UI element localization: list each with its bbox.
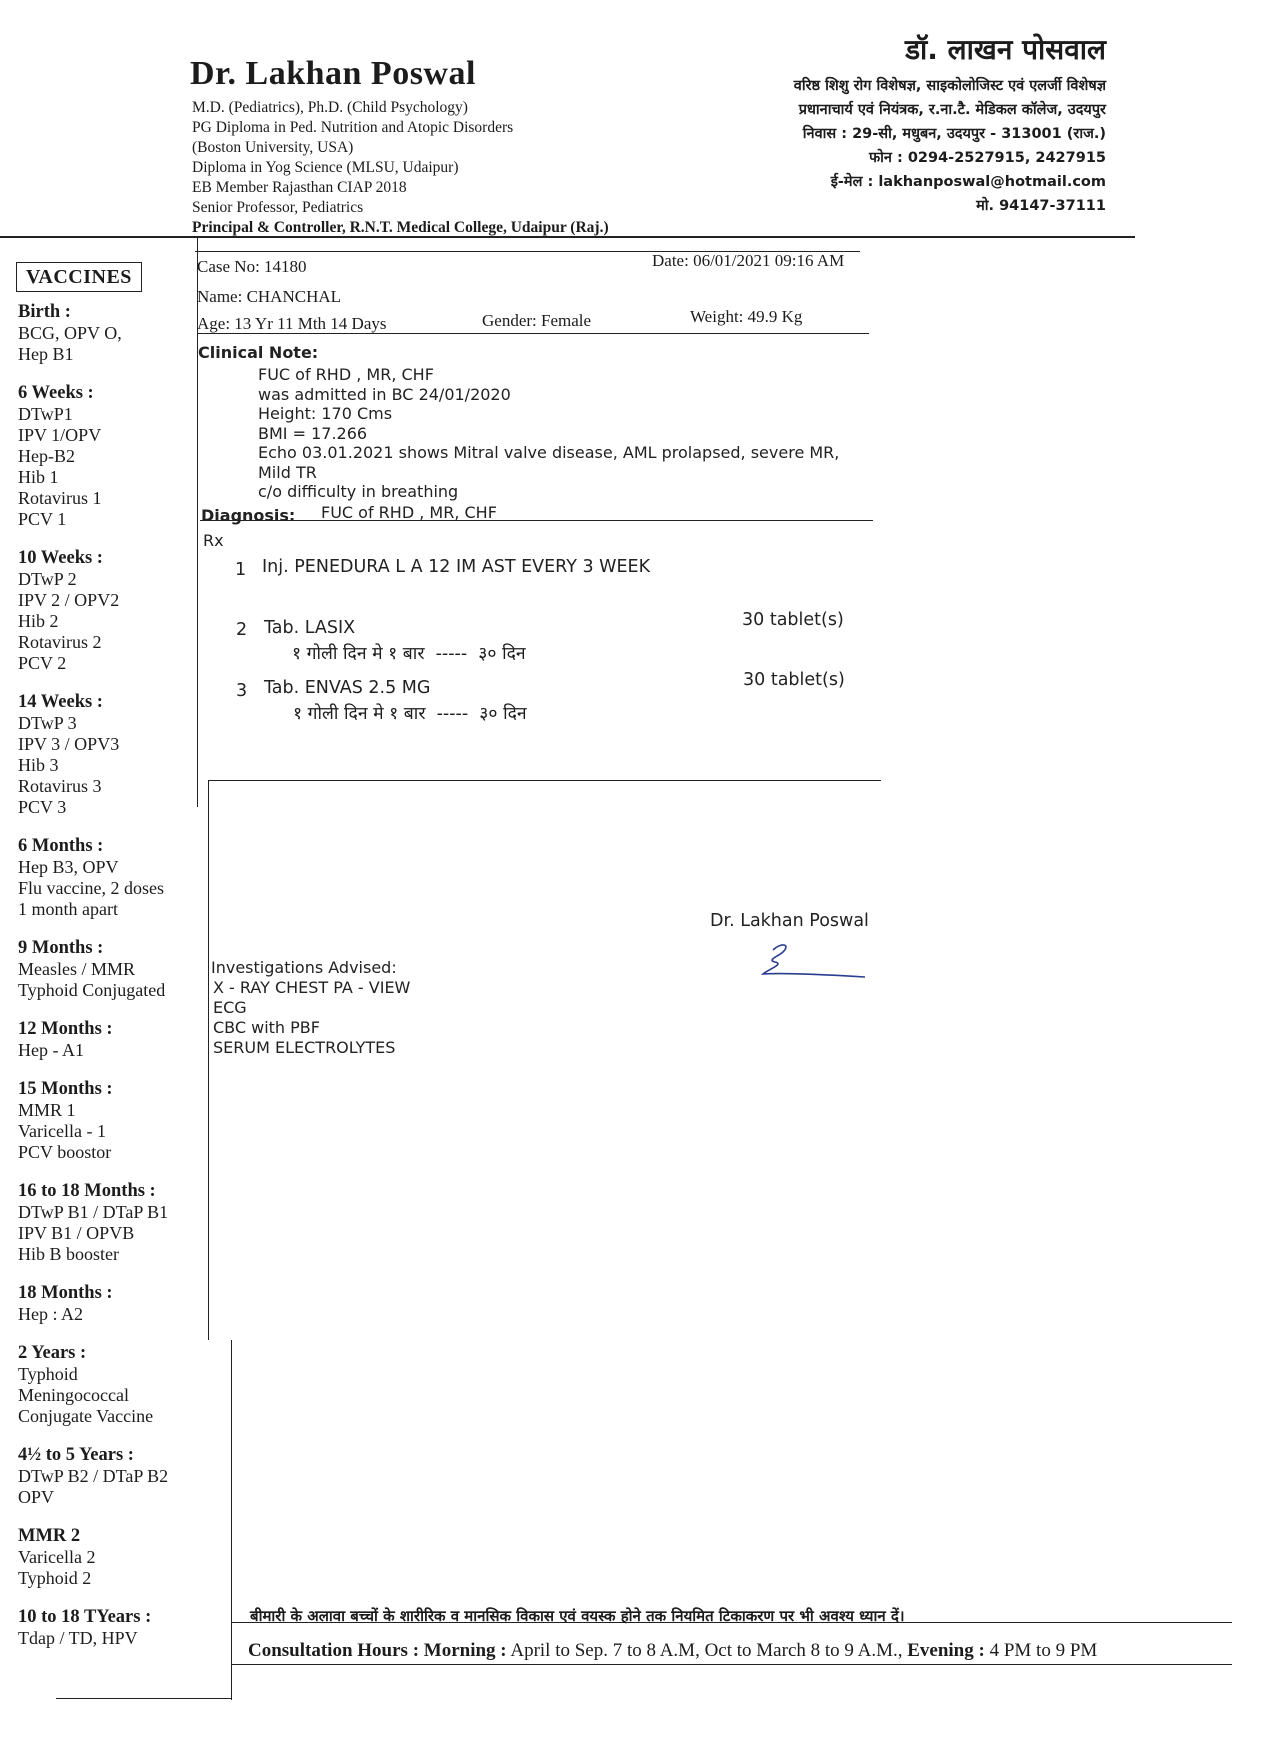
vaccines-title: VACCINES — [16, 262, 142, 292]
vaccine-item: DTwP B2 / DTaP B2 — [18, 1466, 169, 1486]
evening-hours: 4 PM to 9 PM — [989, 1640, 1098, 1661]
vaccine-item: DTwP1 — [18, 404, 73, 424]
consultation-hours — [248, 1640, 1097, 1662]
qualification-line: Diploma in Yog Science (MLSU, Udaipur) — [192, 159, 459, 176]
patient-gender: Gender: Female — [482, 311, 592, 330]
vaccine-item: DTwP B1 / DTaP B1 — [18, 1202, 169, 1222]
qualification-line: EB Member Rajasthan CIAP 2018 — [192, 179, 407, 196]
vaccine-group — [18, 1283, 218, 1325]
vaccine-item: Hep-B2 — [18, 446, 75, 466]
clinical-note-line: was admitted in BC 24/01/2020 — [258, 384, 511, 404]
vaccine-group-heading: Birth : — [18, 302, 71, 322]
vaccine-group-heading: 2 Years : — [18, 1343, 87, 1363]
vaccine-group-heading: 18 Months : — [18, 1283, 113, 1303]
vaccine-group-heading: 12 Months : — [18, 1019, 113, 1039]
morning-label: Morning : — [423, 1640, 507, 1661]
qualification-line: (Boston University, USA) — [192, 139, 354, 156]
case-number: Case No: 14180 — [197, 257, 307, 276]
clinical-note-line: BMI = 17.266 — [258, 423, 368, 443]
rx-label: Rx — [203, 531, 224, 550]
vaccine-item: PCV 3 — [18, 797, 67, 817]
left-column-rule-lower — [231, 1340, 232, 1700]
vaccine-item: Varicella 2 — [18, 1547, 96, 1567]
vaccine-item: Hep - A1 — [18, 1040, 84, 1060]
vaccine-item: Typhoid — [18, 1364, 78, 1384]
vaccine-group — [18, 1079, 218, 1163]
rx-item-number: 2 — [236, 620, 248, 640]
vaccine-item: Flu vaccine, 2 doses — [18, 878, 164, 898]
hindi-line: फोन : 0294-2527915, 2427915 — [868, 150, 1106, 166]
patient-name: Name: CHANCHAL — [197, 287, 342, 306]
footer-hindi-note: बीमारी के अलावा बच्चों के शारीरिक व मानसिक विकास एवं वयस्क होने तक नियमित टिकाकरण पर भी अवश्य ध्यान दें। — [250, 1607, 905, 1625]
vaccine-group — [18, 1343, 218, 1427]
doctor-name: Dr. Lakhan Poswal — [190, 55, 476, 92]
hindi-line: वरिष्ठ शिशु रोग विशेषज्ञ, साइकोलोजिस्ट एवं एलर्जी विशेषज्ञ — [793, 78, 1106, 94]
vaccine-item: IPV B1 / OPVB — [18, 1223, 135, 1243]
rx-item-number: 3 — [236, 681, 248, 701]
vaccine-item: Conjugate Vaccine — [18, 1406, 154, 1426]
clinical-note-line: Echo 03.01.2021 shows Mitral valve disease, AML prolapsed, severe MR, — [258, 443, 840, 462]
header-divider — [0, 236, 1135, 238]
vaccine-item: IPV 2 / OPV2 — [18, 590, 120, 610]
rx-item-dosage: १ गोली दिन मे १ बार ----- ३० दिन — [293, 704, 527, 724]
hindi-line: निवास : 29-सी, मधुबन, उदयपुर - 313001 (राज.) — [802, 126, 1106, 142]
rx-item-drug: Tab. LASIX — [264, 618, 356, 638]
investigation-item: CBC with PBF — [213, 1018, 320, 1037]
vaccine-item: Hib 1 — [18, 467, 59, 487]
vaccine-item: Rotavirus 3 — [18, 776, 102, 796]
qualification-line: Principal & Controller, R.N.T. Medical College, Udaipur (Raj.) — [192, 219, 609, 236]
vaccine-item: PCV boostor — [18, 1142, 112, 1162]
morning-hours: April to Sep. 7 to 8 A.M, Oct to March 8 to 9 A.M., — [510, 1640, 903, 1661]
clinical-note-label: Clinical Note: — [198, 343, 319, 362]
hindi-line: मो. 94147-37111 — [976, 198, 1106, 214]
vaccine-item: Varicella - 1 — [18, 1121, 106, 1141]
vaccine-group — [18, 1445, 218, 1508]
vaccine-group — [18, 1607, 218, 1649]
vaccine-item: Rotavirus 1 — [18, 488, 102, 508]
vaccine-group-heading: 4½ to 5 Years : — [18, 1445, 134, 1465]
rx-item-dosage: १ गोली दिन मे १ बार ----- ३० दिन — [292, 644, 526, 664]
clinical-note-line: Height: 170 Cms — [258, 404, 393, 423]
qualification-line: M.D. (Pediatrics), Ph.D. (Child Psychology) — [192, 99, 468, 116]
vaccine-group-heading: 6 Months : — [18, 836, 104, 856]
vaccine-item: Hib B booster — [18, 1244, 119, 1264]
rx-item-drug: Tab. ENVAS 2.5 MG — [264, 678, 431, 698]
qualification-line: Senior Professor, Pediatrics — [192, 199, 364, 216]
vaccine-group — [18, 1526, 218, 1589]
diagnosis-label: Diagnosis: — [201, 506, 296, 525]
evening-label: Evening : — [907, 1640, 985, 1661]
hindi-line: ई-मेल : lakhanposwal@hotmail.com — [830, 174, 1106, 190]
diagnosis-line — [200, 520, 873, 521]
vaccine-group-heading: 15 Months : — [18, 1079, 113, 1099]
vaccine-item: Meningococcal — [18, 1385, 129, 1405]
vaccine-item: DTwP 2 — [18, 569, 77, 589]
investigations-list — [213, 978, 410, 1058]
doctor-qualifications — [192, 98, 609, 238]
investigations-title: Investigations Advised: — [211, 958, 397, 977]
vaccine-item: BCG, OPV O, — [18, 323, 122, 343]
qualification-line: PG Diploma in Ped. Nutrition and Atopic Disorders — [192, 119, 514, 136]
vaccine-item: PCV 1 — [18, 509, 67, 529]
investigation-item: X - RAY CHEST PA - VIEW — [213, 978, 411, 997]
vaccine-item: Measles / MMR — [18, 959, 135, 979]
vaccine-group-heading: 6 Weeks : — [18, 383, 94, 403]
vaccine-item: Hep : A2 — [18, 1304, 83, 1324]
signature-name: Dr. Lakhan Poswal — [710, 911, 869, 931]
vaccine-item: Hib 2 — [18, 611, 59, 631]
footer-line-3 — [56, 1698, 231, 1699]
vaccine-group — [18, 302, 218, 365]
hours-label: Consultation Hours : — [248, 1640, 420, 1661]
rx-item-quantity: 30 tablet(s) — [742, 610, 844, 630]
vaccine-group — [18, 1019, 218, 1061]
vaccine-item: 1 month apart — [18, 899, 118, 919]
vaccine-group-heading: 16 to 18 Months : — [18, 1181, 156, 1201]
vaccine-schedule — [18, 302, 218, 1667]
handwritten-signature — [755, 940, 870, 980]
vaccine-group — [18, 938, 218, 1001]
vaccine-item: Typhoid 2 — [18, 1568, 92, 1588]
rx-item-number: 1 — [235, 560, 247, 580]
vaccine-item: DTwP 3 — [18, 713, 77, 733]
vaccine-group-heading: 14 Weeks : — [18, 692, 103, 712]
vaccine-item: OPV — [18, 1487, 55, 1507]
vaccine-group-heading: MMR 2 — [18, 1526, 81, 1546]
hindi-doctor-name: डॉ. लाखन पोसवाल — [905, 33, 1106, 66]
rx-item-drug: Inj. PENEDURA L A 12 IM AST EVERY 3 WEEK — [262, 557, 651, 577]
vaccine-item: Typhoid Conjugated — [18, 980, 166, 1000]
vaccine-group-heading: 10 to 18 TYears : — [18, 1607, 152, 1627]
vaccine-group — [18, 383, 218, 530]
clinical-note — [258, 365, 839, 502]
rx-bottom-line — [209, 780, 881, 781]
visit-date: Date: 06/01/2021 09:16 AM — [652, 251, 845, 270]
vaccine-group — [18, 836, 218, 920]
vaccine-item: Tdap / TD, HPV — [18, 1628, 138, 1648]
vaccine-group-heading: 9 Months : — [18, 938, 104, 958]
vaccine-group — [18, 548, 218, 674]
vaccine-group — [18, 692, 218, 818]
vaccine-item: IPV 3 / OPV3 — [18, 734, 120, 754]
footer-line-2 — [232, 1664, 1232, 1665]
vaccine-item: Rotavirus 2 — [18, 632, 102, 652]
vaccine-item: Hep B1 — [18, 344, 74, 364]
vaccine-group-heading: 10 Weeks : — [18, 548, 103, 568]
investigation-item: ECG — [213, 998, 247, 1017]
investigation-item: SERUM ELECTROLYTES — [213, 1038, 396, 1057]
patient-weight: Weight: 49.9 Kg — [690, 307, 803, 326]
patient-age: Age: 13 Yr 11 Mth 14 Days — [197, 314, 387, 333]
vaccine-group — [18, 1181, 218, 1265]
hindi-line: प्रधानाचार्य एवं नियंत्रक, र.ना.टै. मेडिकल कॉलेज, उदयपुर — [798, 102, 1106, 118]
clinical-note-line: FUC of RHD , MR, CHF — [258, 365, 434, 384]
diagnosis-value: FUC of RHD , MR, CHF — [321, 503, 497, 522]
vaccine-item: Hib 3 — [18, 755, 59, 775]
clinical-note-line: c/o difficulty in breathing — [258, 482, 459, 501]
vaccine-item: IPV 1/OPV — [18, 425, 102, 445]
hindi-letterhead — [794, 30, 1106, 218]
vaccine-item: Hep B3, OPV — [18, 857, 119, 877]
vaccine-item: MMR 1 — [18, 1100, 76, 1120]
vaccine-item: PCV 2 — [18, 653, 67, 673]
clinical-note-line: Mild TR — [258, 462, 317, 482]
rx-item-quantity: 30 tablet(s) — [743, 670, 845, 690]
